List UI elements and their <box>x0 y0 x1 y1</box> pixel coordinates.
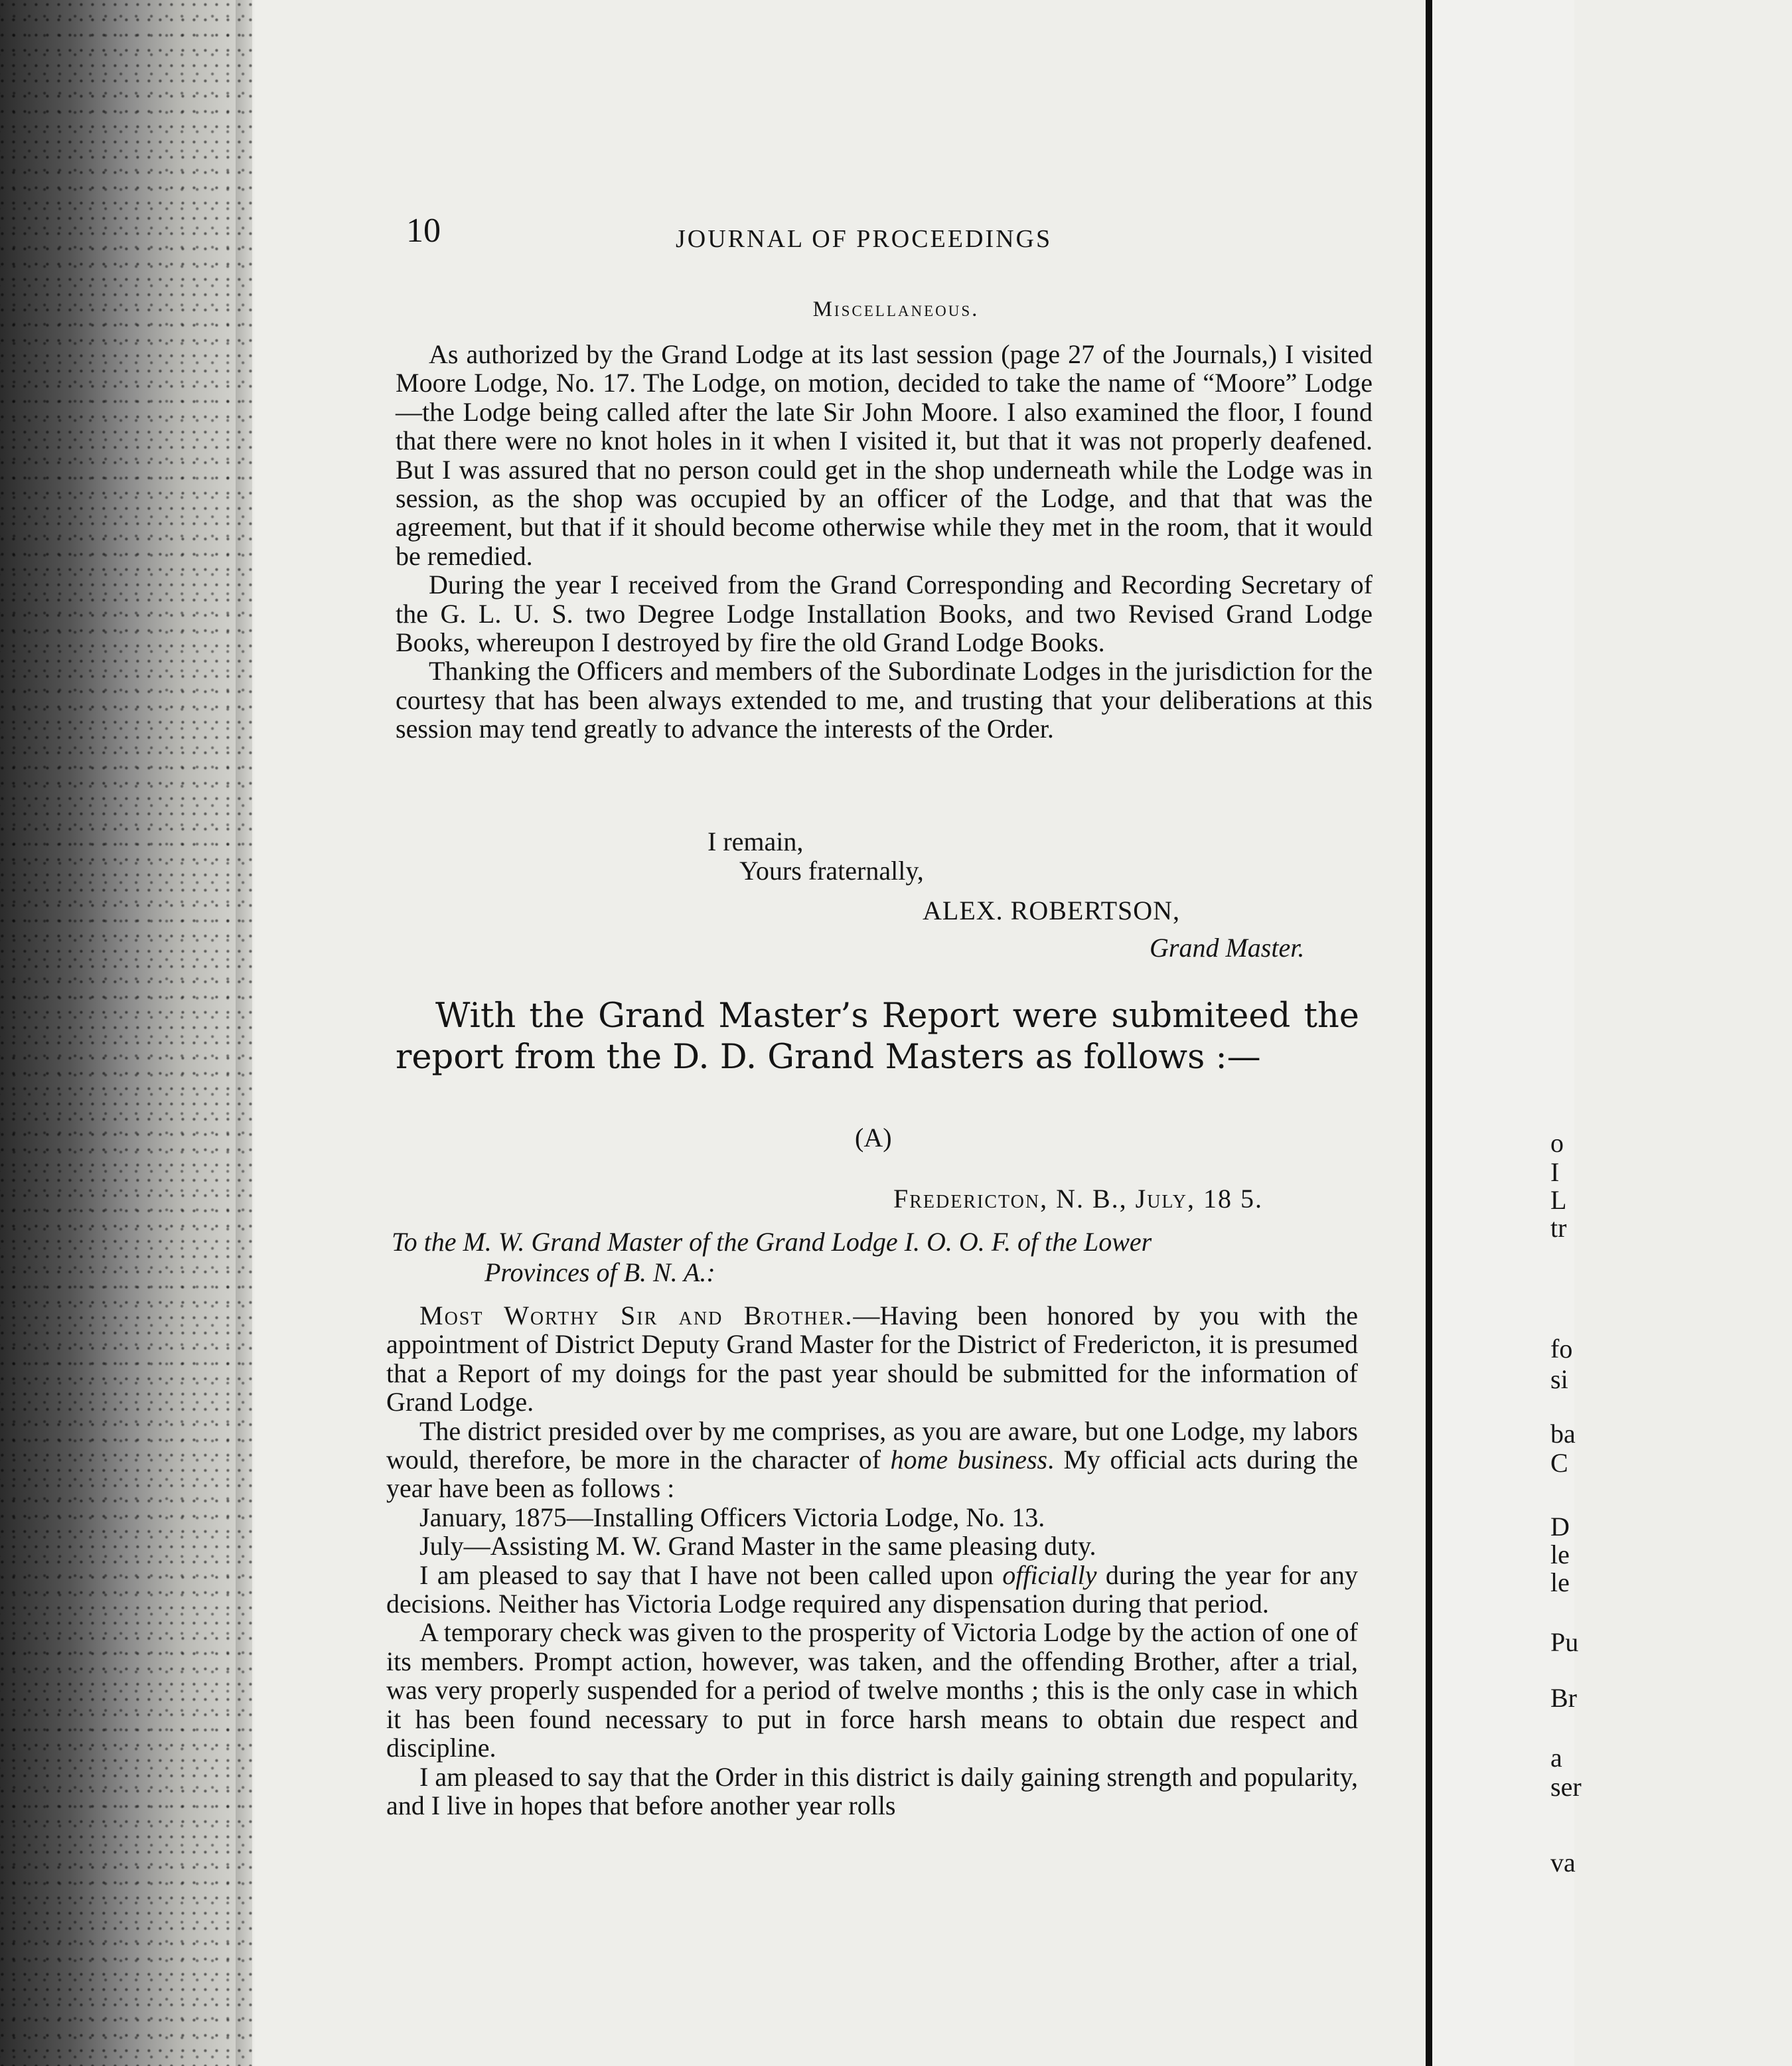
paragraph: I am pleased to say that the Order in this district is daily gaining strength and popularity, and I live in hopes that before another year rolls <box>386 1761 1358 1820</box>
paragraph: During the year I received from the Grand Corresponding and Recording Secretary of the G. L. U. S. two Degree Lodge Installation Books, and two Revised Grand Lodge Books, whereupon I destroyed by fire the old Grand Lodge Books. <box>396 570 1373 658</box>
emphasis: home business <box>890 1445 1048 1475</box>
paragraph: A temporary check was given to the prosperity of Victoria Lodge by the action of one of its members. Prompt action, however, was taken, and the offending Brother, after a trial, was very properly suspended for a period of twelve months ; this is the only case in which it has been found necessary to put in force harsh means to obtain due respect and discipline. <box>386 1617 1358 1763</box>
paragraph: With the Grand Master’s Report were submiteed the report from the D. D. Grand Masters as follows :— <box>396 996 1359 1077</box>
signature: ALEX. ROBERTSON, <box>923 896 1181 925</box>
facing-fragment: a <box>1550 1743 1562 1773</box>
facing-fragment: C <box>1550 1448 1568 1478</box>
miscellaneous-body <box>396 340 1373 744</box>
facing-fragment: D <box>1550 1512 1570 1542</box>
text: The district presided over by me comprises, as you are aware, but one Lodge, my labors would, therefore, be more in the character of <box>386 1415 1358 1475</box>
running-head: JOURNAL OF PROCEEDINGS <box>676 225 1053 253</box>
paragraph: As authorized by the Grand Lodge at its last session (page 27 of the Journals,) I visited Moore Lodge, No. 17. The Lodge, on motion, decided to take the name of “Moore” Lodge—the Lodge being called after the late Sir John Moore. I also examined the floor, I found that there were no knot holes in it when I visited it, but that it was not properly deafened. But I was assured that no person could get in the shop underneath while the Lodge was in session, as the shop was occupied by an officer of the Lodge, and that that was the agreement, but that if it should become otherwise while they met in the room, that it would be remedied. <box>396 339 1373 571</box>
facing-fragment: Br <box>1550 1683 1577 1713</box>
facing-fragment: si <box>1550 1364 1568 1394</box>
facing-fragment: Pu <box>1550 1627 1579 1657</box>
salutation: Most Worthy Sir and Brother. <box>419 1301 854 1330</box>
facing-fragment: le <box>1550 1567 1570 1597</box>
address-line: To the M. W. Grand Master of the Grand Lodge I. O. O. F. of the Lower <box>392 1227 1152 1257</box>
facing-fragment: fo <box>1550 1334 1573 1364</box>
facing-fragment: ba <box>1550 1419 1576 1449</box>
text: —Having been honored by you with the appointment of District Deputy Grand Master for the District of Fredericton, it is presumed that a Report of my doings for the past year should be submitted for the information of Grand Lodge. <box>386 1301 1358 1417</box>
text: during the year for any decisions. Neither has Victoria Lodge required any dispensation during that period. <box>386 1559 1358 1619</box>
letter-body <box>386 1301 1358 1820</box>
paragraph: Thanking the Officers and members of the Subordinate Lodges in the jurisdiction for the courtesy that has been always extended to me, and trusting that your deliberations at this session may tend greatly to advance the interests of the Order. <box>396 656 1373 744</box>
facing-fragment: o <box>1550 1128 1564 1158</box>
facing-fragment: ser <box>1550 1772 1582 1802</box>
paragraph <box>386 1561 1358 1619</box>
facing-fragment: L <box>1550 1185 1567 1215</box>
paragraph <box>386 1417 1358 1503</box>
section-title-text: Miscellaneous. <box>812 297 980 321</box>
section-title <box>0 297 1792 322</box>
transition-paragraph <box>396 996 1359 1078</box>
text: I am pleased to say that I have not been called upon <box>419 1559 1003 1590</box>
page-number: 10 <box>406 212 441 250</box>
exhibit-label: (A) <box>855 1123 892 1152</box>
facing-fragment: tr <box>1550 1213 1567 1243</box>
address-line: Provinces of B. N. A.: <box>485 1257 715 1287</box>
facing-fragment: le <box>1550 1540 1570 1569</box>
paragraph: July—Assisting M. W. Grand Master in the same pleasing duty. <box>419 1531 1096 1561</box>
signature-title: Grand Master. <box>1150 933 1305 963</box>
text: . My official acts during the year have been as follows : <box>386 1445 1358 1504</box>
paragraph: January, 1875—Installing Officers Victoria Lodge, No. 13. <box>419 1502 1045 1532</box>
facing-fragment: va <box>1550 1848 1576 1877</box>
dateline: Fredericton, N. B., July, 18 5. <box>893 1184 1263 1214</box>
closing-line: Yours fraternally, <box>739 856 924 886</box>
facing-fragment: I <box>1550 1157 1560 1187</box>
paragraph <box>386 1301 1358 1417</box>
closing-line: I remain, <box>708 827 804 856</box>
address <box>392 1227 1361 1288</box>
emphasis: officially <box>1002 1559 1097 1590</box>
